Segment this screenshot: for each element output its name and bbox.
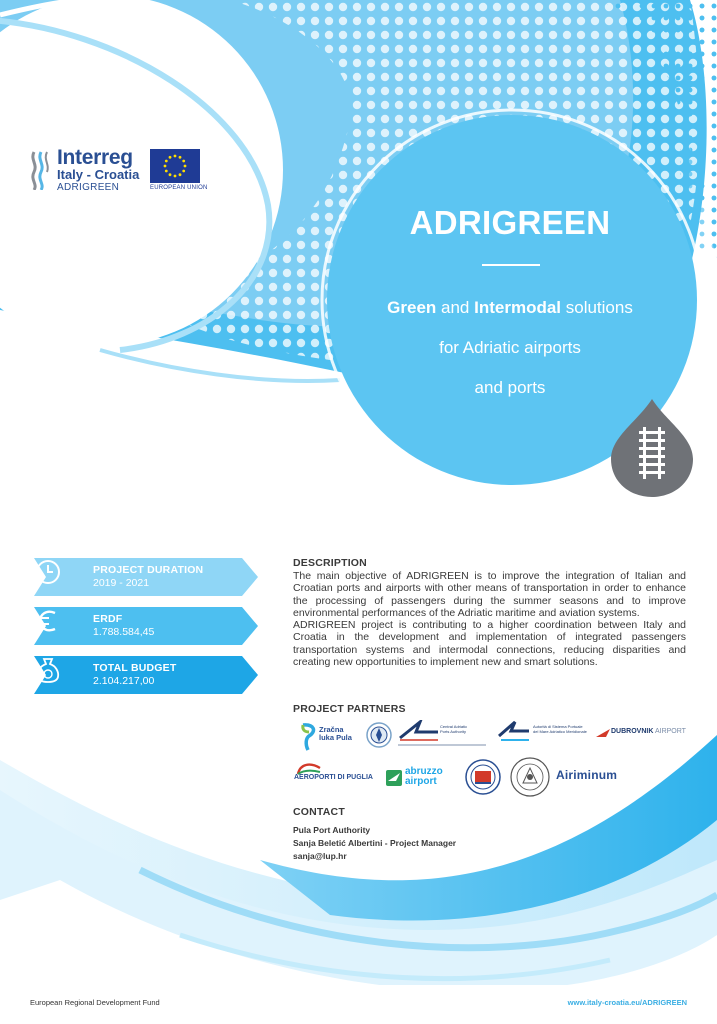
partner-dubrovnik-airport-logo: DUBROVNIK AIRPORT [596,726,688,746]
footer-fund-label: European Regional Development Fund [30,998,160,1007]
contact-block [293,824,456,863]
euro-icon [34,607,62,635]
info-erdf [34,607,258,645]
partner-abruzzo-airport-logo: abruzzo airport [386,766,456,790]
clock-icon [34,558,62,586]
partner-seal-logo [465,759,501,795]
subtitle-line-3: and ports [474,378,546,397]
info-value: 2.104.217,00 [93,675,155,687]
page-subtitle [340,288,680,408]
partner-zracna-luka-pula-logo: Zračna luka Pula [300,722,356,754]
contact-person: Sanja Beletić Albertini - Project Manager [293,838,457,848]
info-label: TOTAL BUDGET [93,662,177,674]
subtitle-line-1: Green and Intermodal solutions [387,298,633,317]
info-total-budget [34,656,258,694]
info-project-duration [34,558,258,596]
partners-heading: PROJECT PARTNERS [293,703,406,715]
partner-aeroporti-di-puglia-logo: AEROPORTI DI PUGLIA [294,762,378,790]
partner-emblem-logo [366,722,392,748]
partner-adsp-adriatico-meridionale-logo: Autorità di Sistema Portuale del Mare Adriatico Meridionale [497,720,587,750]
page-title: ADRIGREEN [409,204,611,241]
railway-track-icon [611,399,693,499]
contact-organization: Pula Port Authority [293,825,371,835]
logo-project: ADRIGREEN [57,182,120,193]
info-value: 1.788.584,45 [93,626,155,638]
description-heading: DESCRIPTION [293,557,367,569]
eu-flag-icon [150,149,200,183]
subtitle-line-2: for Adriatic airports [439,338,581,357]
footer-website-link[interactable]: www.italy-croatia.eu/ADRIGREEN [567,998,687,1007]
partner-airiminum-logo: Airiminum [556,768,618,782]
description-paragraph: The main objective of ADRIGREEN is to improve the integration of Italian and Croatian ports and airports with other means of transportation in order to enhance the processing of passengers during the summer seasons and to improve environmental performances of the Adriatic maritime and aviation systems. [293,570,686,619]
contact-heading: CONTACT [293,806,345,818]
contact-email[interactable]: sanja@lup.hr [293,851,347,861]
eu-label: EUROPEAN UNION [150,185,208,191]
info-value: 2019 - 2021 [93,577,150,589]
title-divider [482,264,540,266]
description-paragraph: ADRIGREEN project is contributing to a higher coordination between Italy and Croatia in the development and implementation of integrated passengers transportation systems and intermodal connections, reducing disparities and creating new opportunities to implement new and smart solutions. [293,619,686,669]
money-bag-icon [34,656,62,684]
info-label: ERDF [93,613,123,625]
interreg-waves-icon [30,150,50,190]
partner-central-adriatic-ports-logo: Central Adriatic Ports Authority [398,720,488,750]
logo-program: Interreg [57,146,133,169]
partner-university-seal-logo [510,757,550,797]
description-body [293,570,686,668]
logo-region: Italy - Croatia [57,167,140,182]
info-label: PROJECT DURATION [93,564,204,576]
interreg-logo [30,146,210,196]
